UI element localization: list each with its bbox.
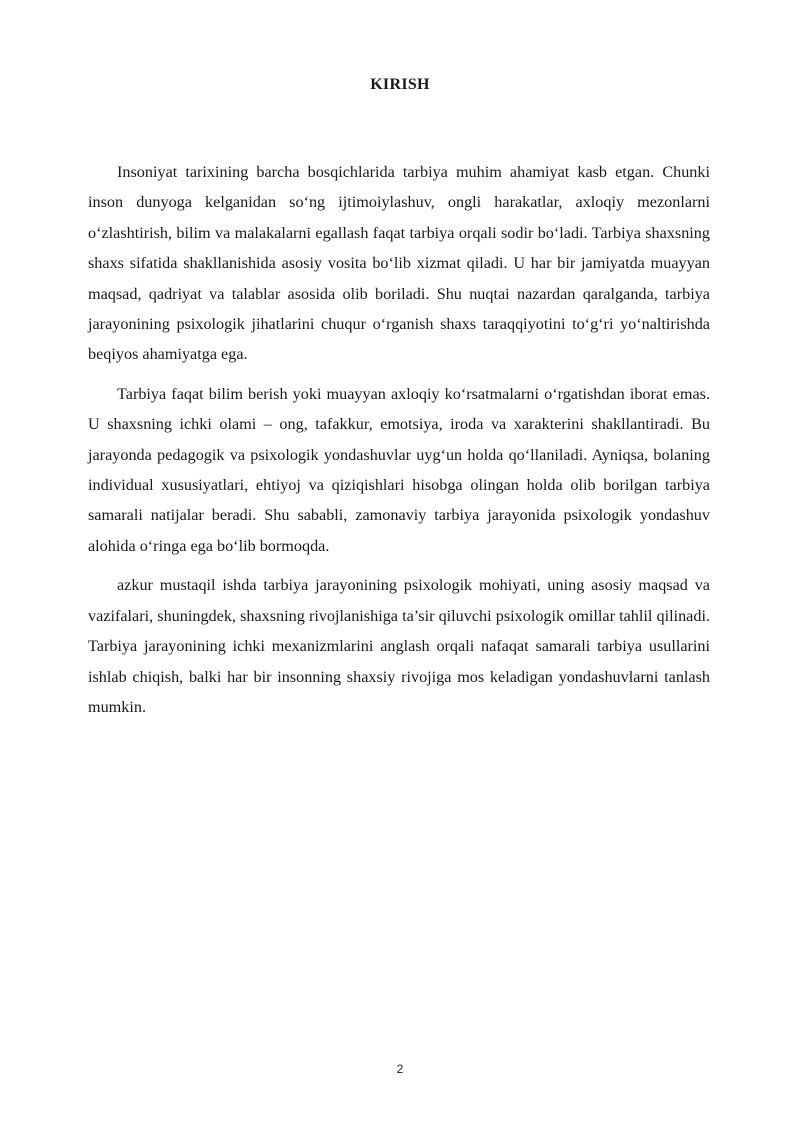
paragraph-1: Insoniyat tarixining barcha bosqichlarida tarbiya muhim ahamiyat kasb etgan. Chunki inson dunyoga kelganidan so‘ng ijtimoiylashuv, ongli harakatlar, axloqiy mezonlarni o‘zlashtirish, bilim va malakalarni egallash faqat tarbiya orqali sodir bo‘ladi. Tarbiya shaxsning shaxs sifatida shakllanishida asosiy vosita bo‘lib xizmat qiladi. U har bir jamiyatda muayyan maqsad, qadriyat va talablar asosida olib boriladi. Shu nuqtai nazardan qaralganda, tarbiya jarayonining psixologik jihatlarini chuqur o‘rganish shaxs taraqqiyotini to‘g‘ri yo‘naltirishda beqiyos ahamiyatga ega.	[88, 163, 710, 364]
page-number: 2	[396, 1062, 404, 1076]
paragraph-2: Tarbiya faqat bilim berish yoki muayyan axloqiy ko‘rsatmalarni o‘rgatishdan iborat emas. U shaxsning ichki olami – ong, tafakkur, emotsiya, iroda va xarakterini shakllantiradi. Bu jarayonda pedagogik va psixologik yondashuvlar uyg‘un holda qo‘llaniladi. Ayniqsa, bolaning individual xususiyatlari, ehtiyoj va qiziqishlari hisobga olingan holda olib borilgan tarbiya samarali natijalar beradi. Shu sababli, zamonaviy tarbiya jarayonida psixologik yondashuv alohida o‘ringa ega bo‘lib bormoqda.	[88, 384, 710, 555]
paragraph-3: azkur mustaqil ishda tarbiya jarayonining psixologik mohiyati, uning asosiy maqsad va vazifalari, shuningdek, shaxsning rivojlanishiga ta’sir qiluvchi psixologik omillar tahlil qilinadi. Tarbiya jarayonining ichki mexanizmlarini anglash orqali nafaqat samarali tarbiya usullarini ishlab chiqish, balki har bir insonning shaxsiy rivojiga mos keladigan yondashuvlarni tanlash mumkin.	[88, 576, 710, 716]
page-title: KIRISH	[370, 76, 430, 93]
body-text	[88, 157, 710, 731]
